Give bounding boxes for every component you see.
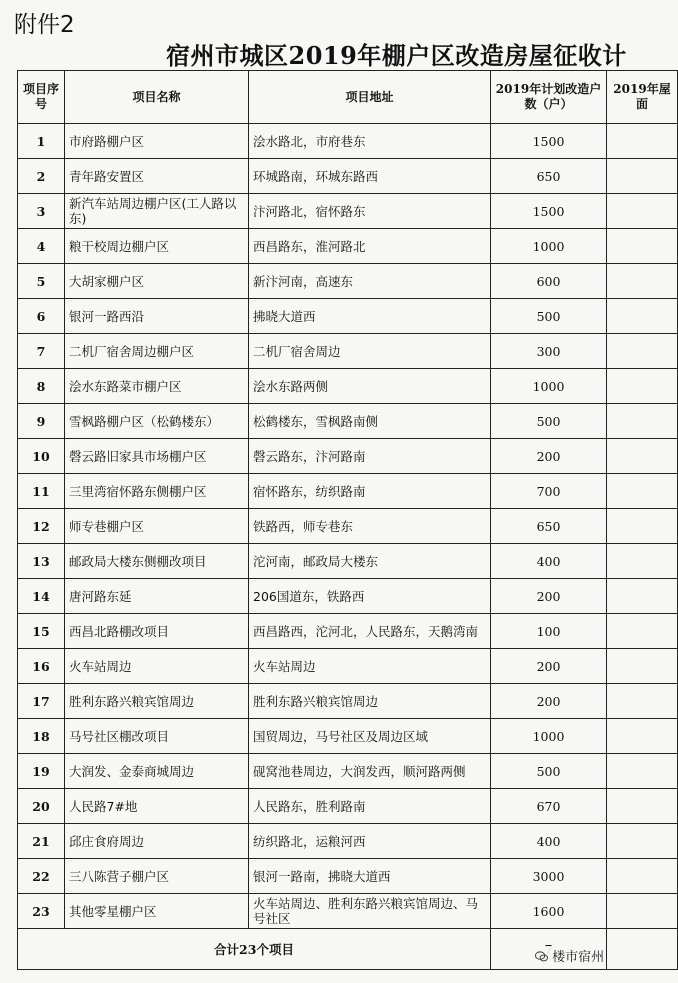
project-name: 银河一路西沿 [65, 299, 249, 334]
extra-cell [607, 859, 678, 894]
project-address: 胜利东路兴粮宾馆周边 [249, 684, 491, 719]
project-name: 师专巷棚户区 [65, 509, 249, 544]
planned-households: 650 [491, 159, 607, 194]
project-name: 三八陈营子棚户区 [65, 859, 249, 894]
project-name: 大润发、金泰商城周边 [65, 754, 249, 789]
extra-cell [607, 789, 678, 824]
row-number: 16 [18, 649, 65, 684]
project-address: 汴河路北，宿怀路东 [249, 194, 491, 229]
project-address: 浍水路北，市府巷东 [249, 124, 491, 159]
project-name: 三里湾宿怀路东侧棚户区 [65, 474, 249, 509]
row-number: 4 [18, 229, 65, 264]
table-row [18, 894, 678, 929]
row-number: 22 [18, 859, 65, 894]
row-number: 8 [18, 369, 65, 404]
table-row [18, 474, 678, 509]
table-row [18, 859, 678, 894]
project-address: 西昌路西，沱河北，人民路东，天鹅湾南 [249, 614, 491, 649]
total-label: 合计23个项目 [18, 929, 491, 970]
project-address: 二机厂宿舍周边 [249, 334, 491, 369]
project-name: 西昌北路棚改项目 [65, 614, 249, 649]
extra-cell [607, 544, 678, 579]
project-name: 邮政局大楼东侧棚改项目 [65, 544, 249, 579]
project-address: 纺织路北，运粮河西 [249, 824, 491, 859]
table-row [18, 334, 678, 369]
project-address: 环城路南，环城东路西 [249, 159, 491, 194]
row-number: 20 [18, 789, 65, 824]
project-name: 胜利东路兴粮宾馆周边 [65, 684, 249, 719]
planned-households: 1000 [491, 229, 607, 264]
project-address: 银河一路南，拂晓大道西 [249, 859, 491, 894]
extra-cell [607, 159, 678, 194]
planned-households: 100 [491, 614, 607, 649]
planned-households: 600 [491, 264, 607, 299]
project-name: 雪枫路棚户区（松鹤楼东） [65, 404, 249, 439]
project-name: 新汽车站周边棚户区(工人路以东) [65, 194, 249, 229]
project-name: 大胡家棚户区 [65, 264, 249, 299]
project-name: 火车站周边 [65, 649, 249, 684]
project-address: 磬云路东，汴河路南 [249, 439, 491, 474]
project-address: 松鹤楼东，雪枫路南侧 [249, 404, 491, 439]
planned-households: 3000 [491, 859, 607, 894]
row-number: 21 [18, 824, 65, 859]
row-number: 9 [18, 404, 65, 439]
planned-households: 650 [491, 509, 607, 544]
extra-cell [607, 719, 678, 754]
project-name: 青年路安置区 [65, 159, 249, 194]
extra-cell [607, 614, 678, 649]
extra-cell [607, 509, 678, 544]
watermark [533, 946, 606, 965]
table-row [18, 544, 678, 579]
table-row [18, 229, 678, 264]
table-row [18, 579, 678, 614]
extra-cell [607, 229, 678, 264]
extra-cell [607, 334, 678, 369]
chat-bubble-icon [535, 950, 548, 963]
row-number: 10 [18, 439, 65, 474]
header-planned: 2019年计划改造户数（户） [491, 71, 607, 124]
table-row [18, 194, 678, 229]
project-name: 浍水东路菜市棚户区 [65, 369, 249, 404]
table-row [18, 264, 678, 299]
project-name: 唐河路东延 [65, 579, 249, 614]
project-address: 宿怀路东，纺织路南 [249, 474, 491, 509]
table-row [18, 124, 678, 159]
extra-cell [607, 264, 678, 299]
project-name: 二机厂宿舍周边棚户区 [65, 334, 249, 369]
project-name: 马号社区棚改项目 [65, 719, 249, 754]
table-row [18, 509, 678, 544]
extra-cell [607, 579, 678, 614]
table-row [18, 649, 678, 684]
planned-households: 200 [491, 649, 607, 684]
planned-households: 1000 [491, 369, 607, 404]
planned-households: 500 [491, 299, 607, 334]
project-address: 砚窝池巷周边，大润发西，顺河路两侧 [249, 754, 491, 789]
header-name: 项目名称 [65, 71, 249, 124]
extra-cell [607, 299, 678, 334]
project-address: 火车站周边、胜利东路兴粮宾馆周边、马号社区 [249, 894, 491, 929]
table-row [18, 684, 678, 719]
planned-households: 300 [491, 334, 607, 369]
table-body [18, 124, 678, 929]
table-row [18, 404, 678, 439]
row-number: 12 [18, 509, 65, 544]
row-number: 15 [18, 614, 65, 649]
row-number: 2 [18, 159, 65, 194]
extra-cell [607, 474, 678, 509]
row-number: 7 [18, 334, 65, 369]
extra-cell [607, 894, 678, 929]
project-address: 新汴河南，高速东 [249, 264, 491, 299]
project-name: 其他零星棚户区 [65, 894, 249, 929]
table-row [18, 824, 678, 859]
project-address: 206国道东，铁路西 [249, 579, 491, 614]
document-title: 宿州市城区2019年棚户区改造房屋征收计 [166, 41, 627, 70]
project-address: 浍水东路两侧 [249, 369, 491, 404]
extra-cell [607, 404, 678, 439]
table-row [18, 159, 678, 194]
table-header-row [18, 71, 678, 124]
project-name: 人民路7#地 [65, 789, 249, 824]
row-number: 13 [18, 544, 65, 579]
planned-households: 400 [491, 824, 607, 859]
attachment-label: 附件2 [14, 12, 75, 38]
row-number: 1 [18, 124, 65, 159]
table-row [18, 439, 678, 474]
project-address: 拂晓大道西 [249, 299, 491, 334]
project-name: 粮干校周边棚户区 [65, 229, 249, 264]
row-number: 11 [18, 474, 65, 509]
row-number: 23 [18, 894, 65, 929]
header-extra: 2019年屋面 [607, 71, 678, 124]
project-name: 邱庄食府周边 [65, 824, 249, 859]
table-row [18, 369, 678, 404]
planned-households: 1500 [491, 124, 607, 159]
extra-cell [607, 194, 678, 229]
extra-cell [607, 369, 678, 404]
planned-households: 700 [491, 474, 607, 509]
row-number: 5 [18, 264, 65, 299]
header-address: 项目地址 [249, 71, 491, 124]
project-address: 沱河南，邮政局大楼东 [249, 544, 491, 579]
row-number: 14 [18, 579, 65, 614]
planned-households: 1600 [491, 894, 607, 929]
extra-cell [607, 649, 678, 684]
planned-households: 1000 [491, 719, 607, 754]
planned-households: 200 [491, 439, 607, 474]
row-number: 3 [18, 194, 65, 229]
project-address: 人民路东，胜利路南 [249, 789, 491, 824]
table-row [18, 719, 678, 754]
extra-cell [607, 824, 678, 859]
header-no: 项目序号 [18, 71, 65, 124]
planned-households: 500 [491, 404, 607, 439]
extra-cell [607, 439, 678, 474]
planned-households: 200 [491, 579, 607, 614]
planned-households: 200 [491, 684, 607, 719]
table-row [18, 299, 678, 334]
table-row [18, 614, 678, 649]
project-table [17, 70, 678, 970]
project-name: 市府路棚户区 [65, 124, 249, 159]
table-row [18, 754, 678, 789]
project-address: 火车站周边 [249, 649, 491, 684]
table-row [18, 789, 678, 824]
row-number: 17 [18, 684, 65, 719]
row-number: 18 [18, 719, 65, 754]
planned-households: 1500 [491, 194, 607, 229]
extra-cell [607, 754, 678, 789]
project-address: 西昌路东，淮河路北 [249, 229, 491, 264]
project-address: 国贸周边，马号社区及周边区域 [249, 719, 491, 754]
extra-cell [607, 124, 678, 159]
planned-households: 400 [491, 544, 607, 579]
planned-households: 500 [491, 754, 607, 789]
row-number: 19 [18, 754, 65, 789]
total-extra [607, 929, 678, 970]
project-name: 磬云路旧家具市场棚户区 [65, 439, 249, 474]
row-number: 6 [18, 299, 65, 334]
project-address: 铁路西，师专巷东 [249, 509, 491, 544]
extra-cell [607, 684, 678, 719]
watermark-text: 楼市宿州 [552, 950, 605, 965]
planned-households: 670 [491, 789, 607, 824]
